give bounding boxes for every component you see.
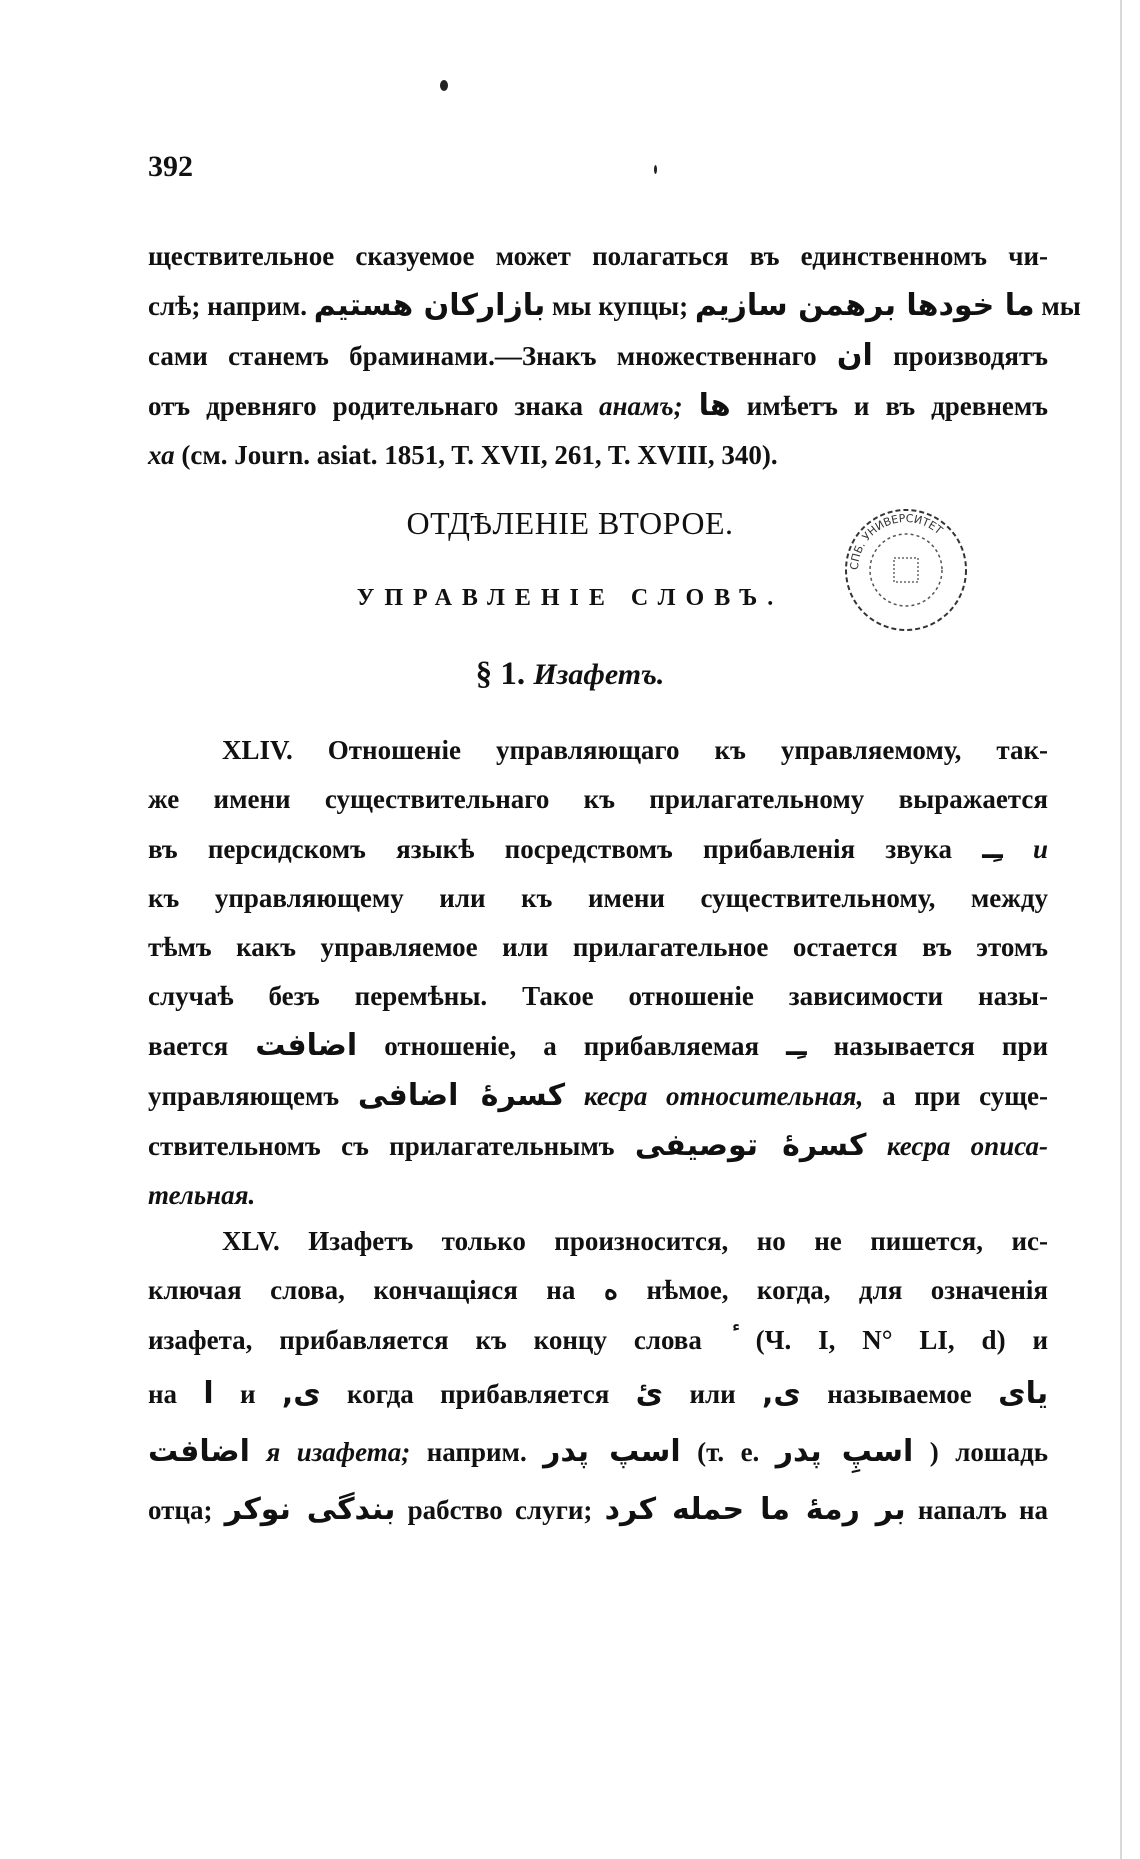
paragraph-3-line-5 <box>148 1423 1048 1481</box>
kasra-sign: ـِـ <box>786 1028 807 1063</box>
paragraph-3-line-4 <box>148 1365 1048 1423</box>
persian-phrase: بندگی نوکر <box>224 1492 396 1527</box>
text-run: сами станемъ браминами.—Знакъ множественнаго <box>148 341 817 371</box>
svg-text:СПБ. УНИВЕРСИТЕТ <box>848 512 945 570</box>
kasra-sign: ـِـ <box>982 831 1003 866</box>
persian-phrase: اضافت <box>255 1028 358 1063</box>
text-run: отца; <box>148 1495 213 1525</box>
text-run: имѣетъ и въ древнемъ <box>746 391 1049 421</box>
paragraph-2-line-8 <box>148 1071 1048 1121</box>
paragraph-2-line-5: тѣмъ какъ управляемое или прилагательное остается въ этомъ <box>148 932 1048 962</box>
stamp-text: СПБ. УНИВЕРСИТЕТ <box>847 511 946 571</box>
text-run: называемое <box>827 1379 972 1409</box>
text-run: а при суще- <box>882 1081 1049 1111</box>
persian-letter: یٔ <box>635 1376 664 1411</box>
persian-letter: ی, <box>281 1376 321 1411</box>
persian-phrase: اسپِ پدر <box>775 1434 914 1469</box>
text-run: и <box>239 1379 256 1409</box>
text-run: ) лошадь <box>929 1437 1049 1467</box>
paragraph-2-line-10 <box>148 1171 1048 1220</box>
text-run: мы <box>1041 291 1081 321</box>
italic-term: анамъ; <box>598 391 683 421</box>
text-run: управляющемъ <box>148 1081 340 1111</box>
text-run: или <box>689 1379 736 1409</box>
paragraph-3 <box>148 1217 1048 1539</box>
ink-speck <box>654 165 657 174</box>
text-run: отношеніе, а прибавляемая <box>384 1031 760 1061</box>
paragraph-3-line-2: ключая слова, кончащіяся на ه нѣмое, когда, для означенія <box>148 1275 1048 1305</box>
paragraph-1-line-3 <box>148 331 1048 381</box>
paragraph-2-line-7 <box>148 1021 1048 1071</box>
paragraph-2-line-6: случаѣ безъ перемѣны. Такое отношеніе зависимости назы- <box>148 981 1048 1011</box>
italic-term: я изафета; <box>266 1437 411 1467</box>
paragraph-heading <box>0 656 1140 693</box>
text-run: отъ древняго родительнаго знака <box>148 391 583 421</box>
page-number: 392 <box>148 150 193 183</box>
persian-phrase: بازارکان هستیم <box>313 288 546 323</box>
paragraph-2-line-1: XLIV. Отношеніе управляющаго къ управляемому, так- <box>222 735 1048 765</box>
paragraph-1-line-2 <box>148 281 1081 331</box>
persian-phrase: ما خودها برهمن سازیم <box>694 288 1035 323</box>
persian-phrase: کسرهٔ اضافی <box>357 1078 566 1113</box>
text-run: (т. е. <box>697 1437 760 1467</box>
text-run: (см. Journ. asiat. 1851, T. XVII, 261, T. XVIII, 340). <box>181 440 778 470</box>
text-run: рабство слуги; <box>407 1495 593 1525</box>
text-run: напалъ на <box>917 1495 1049 1525</box>
italic-term: кесра описа- <box>886 1131 1048 1161</box>
paragraph-1-line-4 <box>148 381 1048 431</box>
text-run: въ персидскомъ языкѣ посредствомъ прибавленія звука <box>148 834 953 864</box>
page-edge <box>1120 0 1122 1859</box>
persian-phrase: کسرهٔ توصیفی <box>634 1128 867 1163</box>
paragraph-1 <box>148 232 1081 480</box>
paragraph-3-line-6 <box>148 1481 1048 1539</box>
text-run: вается <box>148 1031 229 1061</box>
persian-letter: ا <box>203 1376 214 1411</box>
text-run: производятъ <box>893 341 1048 371</box>
text-run: на <box>148 1379 178 1409</box>
paragraph-2-line-3 <box>148 824 1048 874</box>
persian-phrase: اسپ پدر <box>543 1434 681 1469</box>
paragraph-2-line-2: же имени существительнаго къ прилагательному выражается <box>148 784 1048 814</box>
persian-phrase: اضافت <box>148 1434 250 1469</box>
persian-phrase: ان <box>836 338 873 373</box>
section-title: ОТДѢЛЕНІЕ ВТОРОЕ. <box>406 505 734 541</box>
text-run: мы купцы; <box>552 291 689 321</box>
text-run: ствительномъ съ прилагательнымъ <box>148 1131 615 1161</box>
persian-letter: ی, <box>762 1376 801 1411</box>
paragraph-3-line-3 <box>148 1315 1048 1365</box>
paragraph-2 <box>148 726 1048 1220</box>
persian-phrase: ها <box>698 388 731 423</box>
heading-title: Изафетъ. <box>533 658 665 691</box>
text-run: изафета, прибавляется къ концу слова <box>148 1325 702 1355</box>
library-stamp <box>836 500 976 640</box>
ink-speck <box>440 80 448 91</box>
text-run: когда прибавляется <box>347 1379 610 1409</box>
paragraph-1-line-1: ществительное сказуемое может полагаться въ единственномъ чи- <box>148 241 1048 271</box>
italic-term: кесра относительная, <box>583 1081 864 1111</box>
subsection-title: УПРАВЛЕНІЕ СЛОВЪ. <box>356 585 784 611</box>
text-run: слѣ; наприм. <box>148 291 308 321</box>
italic-term: и <box>1032 834 1048 864</box>
text-run: называется при <box>833 1031 1049 1061</box>
paragraph-2-line-4: къ управляющему или къ имени существительному, между <box>148 883 1048 913</box>
text-run: (Ч. I, N° LI, d) и <box>755 1325 1049 1355</box>
italic-term: тельная. <box>148 1180 256 1210</box>
persian-phrase: یای <box>998 1376 1049 1411</box>
section-mark: § 1. <box>475 656 526 692</box>
text-run: наприм. <box>426 1437 527 1467</box>
paragraph-3-line-1: XLV. Изафетъ только произносится, но не пишется, ис- <box>222 1226 1048 1256</box>
persian-phrase: بر رمهٔ ما حمله کرد <box>604 1492 906 1527</box>
italic-term: ха <box>148 440 175 470</box>
paragraph-2-line-9 <box>148 1121 1048 1171</box>
paragraph-1-line-5 <box>148 431 1048 480</box>
